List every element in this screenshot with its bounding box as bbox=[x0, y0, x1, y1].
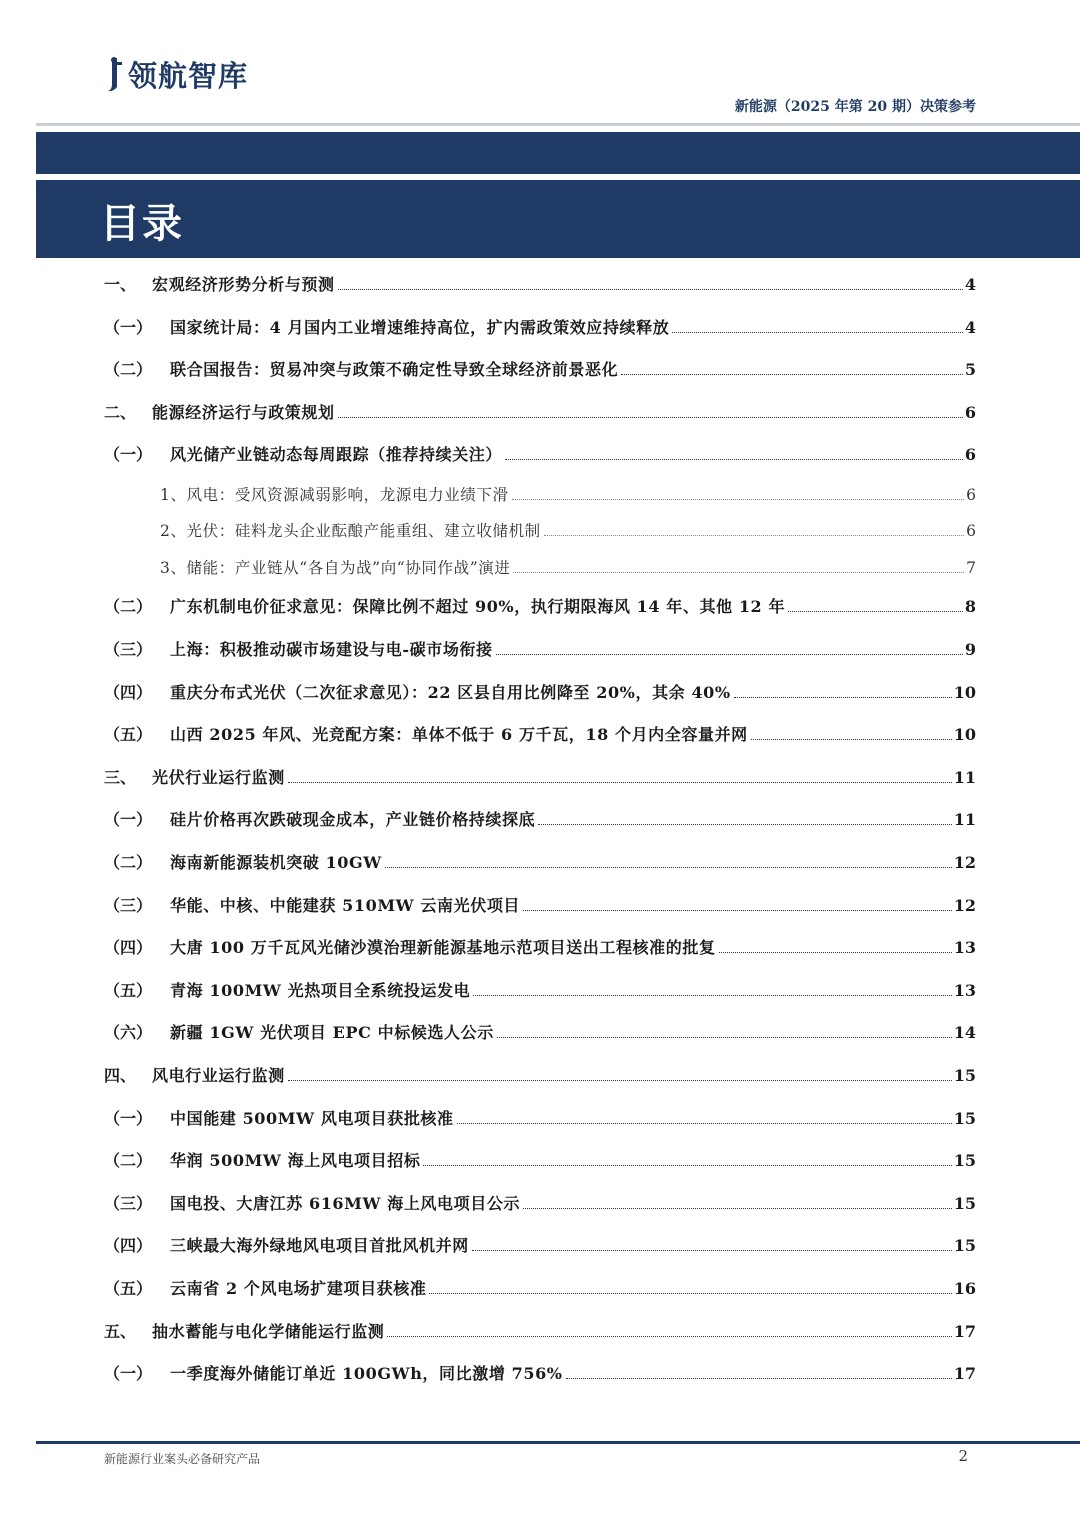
title-band bbox=[36, 180, 1080, 258]
toc-entry-title: 青海 100MW 光热项目全系统投运发电 bbox=[170, 980, 471, 1000]
toc-entry[interactable] bbox=[104, 550, 976, 587]
toc-entry-number: （三） bbox=[104, 640, 153, 660]
toc-entry-number: （一） bbox=[104, 1364, 153, 1384]
toc-entry-page: 17 bbox=[953, 1321, 976, 1341]
toc-entry-page: 10 bbox=[953, 725, 976, 745]
toc-entry-page: 13 bbox=[953, 938, 976, 958]
toc-entry-title: 抽水蓄能与电化学储能运行监测 bbox=[152, 1321, 385, 1341]
toc-entry-title: 硅片价格再次跌破现金成本，产业链价格持续探底 bbox=[170, 810, 536, 830]
toc-entry[interactable] bbox=[104, 629, 976, 672]
toc-leader-dots bbox=[719, 951, 952, 953]
toc-entry[interactable] bbox=[104, 1311, 976, 1354]
footer-rule bbox=[36, 1441, 1080, 1444]
toc-entry-page: 10 bbox=[953, 682, 976, 702]
toc-entry-page: 6 bbox=[964, 445, 976, 465]
toc-leader-dots bbox=[523, 909, 952, 911]
toc-entry-title: 重庆分布式光伏（二次征求意见）：22 区县自用比例降至 20%，其余 40% bbox=[170, 682, 731, 702]
toc-entry-title: 风电行业运行监测 bbox=[152, 1066, 285, 1085]
toc-entry-page: 8 bbox=[964, 597, 976, 617]
toc-entry-page: 5 bbox=[964, 360, 976, 380]
toc-entry-page: 12 bbox=[953, 895, 976, 915]
toc-entry-page: 7 bbox=[966, 558, 976, 577]
toc-entry-page: 6 bbox=[964, 402, 976, 422]
page-title: 目录 bbox=[100, 201, 184, 247]
toc-leader-dots bbox=[523, 1207, 952, 1209]
toc-entry-page: 15 bbox=[953, 1236, 976, 1256]
toc-entry-title: 国电投、大唐江苏 616MW 海上风电项目公示 bbox=[170, 1193, 521, 1213]
toc-entry-page: 4 bbox=[964, 317, 976, 337]
logo bbox=[104, 54, 248, 94]
header-rule bbox=[36, 123, 1080, 126]
header-band bbox=[36, 132, 1080, 174]
toc-entry-number: （二） bbox=[104, 853, 153, 873]
toc-entry[interactable] bbox=[104, 1098, 976, 1141]
footer-text: 新能源行业案头必备研究产品 bbox=[104, 1452, 261, 1466]
toc-entry-page: 14 bbox=[953, 1023, 976, 1043]
toc-leader-dots bbox=[473, 994, 952, 996]
toc-entry[interactable] bbox=[104, 842, 976, 885]
toc-leader-dots bbox=[672, 331, 963, 333]
toc-entry-number: （二） bbox=[104, 597, 153, 617]
toc-entry-title: 一季度海外储能订单近 100GWh，同比激增 756% bbox=[170, 1364, 563, 1384]
toc-leader-dots bbox=[472, 1249, 952, 1251]
logo-text: 领航智库 bbox=[128, 58, 249, 93]
toc-entry-page: 4 bbox=[964, 275, 976, 294]
toc-leader-dots bbox=[496, 653, 963, 655]
toc-entry-title: 2、光伏：硅料龙头企业酝酿产能重组、建立收储机制 bbox=[160, 522, 541, 541]
toc-entry[interactable] bbox=[104, 714, 976, 757]
toc-entry-number: （三） bbox=[104, 1193, 153, 1213]
toc-leader-dots bbox=[288, 1079, 952, 1081]
toc-entry-title: 国家统计局：4 月国内工业增速维持高位，扩内需政策效应持续释放 bbox=[170, 317, 670, 337]
toc-leader-dots bbox=[338, 416, 963, 418]
toc-entry-number: （三） bbox=[104, 895, 153, 915]
toc-entry-number: 三、 bbox=[104, 767, 137, 787]
toc-entry-title: 山西 2025 年风、光竞配方案：单体不低于 6 万千瓦，18 个月内全容量并网 bbox=[170, 725, 748, 745]
toc-entry[interactable] bbox=[104, 1225, 976, 1268]
toc-entry-number: （二） bbox=[104, 360, 153, 380]
toc-entry-page: 17 bbox=[953, 1364, 976, 1384]
toc-entry-page: 6 bbox=[966, 485, 976, 504]
toc-leader-dots bbox=[288, 781, 952, 783]
toc-entry-title: 宏观经济形势分析与预测 bbox=[152, 275, 335, 294]
toc-entry-title: 能源经济运行与政策规划 bbox=[152, 402, 335, 422]
toc-leader-dots bbox=[544, 534, 964, 536]
toc-entry-title: 华能、中核、中能建获 510MW 云南光伏项目 bbox=[170, 895, 521, 915]
toc-entry[interactable] bbox=[104, 1353, 976, 1396]
toc-entry[interactable] bbox=[104, 307, 976, 350]
toc-entry-page: 9 bbox=[964, 640, 976, 660]
toc-entry-number: （四） bbox=[104, 1236, 153, 1256]
toc-leader-dots bbox=[429, 1292, 951, 1294]
toc-entry-number: （四） bbox=[104, 938, 153, 958]
toc-entry-page: 12 bbox=[953, 853, 976, 873]
toc-leader-dots bbox=[338, 288, 963, 290]
toc-leader-dots bbox=[621, 373, 963, 375]
toc-entry-title: 3、储能：产业链从“各自为战”向“协同作战”演进 bbox=[160, 558, 511, 577]
toc-entry-title: 大唐 100 万千瓦风光储沙漠治理新能源基地示范项目送出工程核准的批复 bbox=[170, 938, 716, 958]
toc-leader-dots bbox=[734, 696, 952, 698]
toc-entry-page: 13 bbox=[953, 980, 976, 1000]
toc-leader-dots bbox=[385, 866, 952, 868]
toc-entry-page: 15 bbox=[953, 1193, 976, 1213]
toc-entry[interactable] bbox=[104, 392, 976, 435]
toc-entry-number: 一、 bbox=[104, 275, 137, 294]
toc-entry-title: 新疆 1GW 光伏项目 EPC 中标候选人公示 bbox=[170, 1023, 494, 1043]
toc-entry-number: （一） bbox=[104, 317, 153, 337]
toc-entry[interactable] bbox=[104, 885, 976, 928]
toc-entry-title: 联合国报告：贸易冲突与政策不确定性导致全球经济前景恶化 bbox=[170, 360, 619, 380]
table-of-contents bbox=[104, 264, 976, 1396]
toc-entry-page: 15 bbox=[953, 1151, 976, 1171]
toc-entry[interactable] bbox=[104, 586, 976, 629]
logo-key-icon bbox=[104, 54, 126, 94]
toc-entry-number: 五、 bbox=[104, 1321, 137, 1341]
toc-entry-title: 风光储产业链动态每周跟踪（推荐持续关注） bbox=[170, 445, 503, 465]
toc-entry-number: （六） bbox=[104, 1023, 153, 1043]
toc-leader-dots bbox=[505, 458, 963, 460]
toc-entry[interactable] bbox=[104, 349, 976, 392]
toc-entry-number: 二、 bbox=[104, 402, 137, 422]
toc-entry[interactable] bbox=[104, 799, 976, 842]
toc-leader-dots bbox=[423, 1164, 951, 1166]
issue-label: 新能源（2025 年第 20 期）决策参考 bbox=[734, 99, 976, 115]
toc-entry[interactable] bbox=[104, 1183, 976, 1226]
toc-leader-dots bbox=[788, 610, 963, 612]
toc-entry[interactable] bbox=[104, 927, 976, 970]
toc-entry-title: 上海：积极推动碳市场建设与电-碳市场衔接 bbox=[170, 640, 493, 660]
toc-entry[interactable] bbox=[104, 1268, 976, 1311]
toc-entry[interactable] bbox=[104, 1140, 976, 1183]
toc-leader-dots bbox=[513, 571, 964, 573]
toc-entry-title: 广东机制电价征求意见：保障比例不超过 90%，执行期限海风 14 年、其他 12 年 bbox=[170, 597, 786, 617]
toc-leader-dots bbox=[566, 1377, 952, 1379]
toc-entry-title: 1、风电：受风资源减弱影响，龙源电力业绩下滑 bbox=[160, 485, 509, 504]
toc-entry-page: 16 bbox=[953, 1278, 976, 1298]
toc-leader-dots bbox=[512, 498, 964, 500]
toc-entry-number: （五） bbox=[104, 980, 153, 1000]
page-number: 2 bbox=[958, 1447, 968, 1465]
toc-entry-number: （一） bbox=[104, 1108, 153, 1128]
toc-entry-number: （四） bbox=[104, 682, 153, 702]
toc-entry-page: 6 bbox=[966, 522, 976, 541]
toc-entry-page: 11 bbox=[953, 810, 976, 830]
toc-entry-title: 三峡最大海外绿地风电项目首批风机并网 bbox=[170, 1236, 469, 1256]
toc-entry[interactable] bbox=[104, 1055, 976, 1098]
toc-entry-number: （一） bbox=[104, 810, 153, 830]
toc-entry[interactable] bbox=[104, 970, 976, 1013]
toc-entry-page: 11 bbox=[953, 767, 976, 787]
toc-entry[interactable] bbox=[104, 757, 976, 800]
toc-entry[interactable] bbox=[104, 434, 976, 477]
toc-entry-title: 中国能建 500MW 风电项目获批核准 bbox=[170, 1108, 454, 1128]
toc-entry-title: 海南新能源装机突破 10GW bbox=[170, 853, 382, 873]
toc-entry-number: （一） bbox=[104, 445, 153, 465]
toc-entry-page: 15 bbox=[953, 1108, 976, 1128]
toc-entry-number: （二） bbox=[104, 1151, 153, 1171]
toc-entry-title: 华润 500MW 海上风电项目招标 bbox=[170, 1151, 421, 1171]
toc-entry[interactable] bbox=[104, 1012, 976, 1055]
toc-entry-title: 光伏行业运行监测 bbox=[152, 767, 285, 787]
toc-leader-dots bbox=[497, 1036, 952, 1038]
toc-entry-page: 15 bbox=[953, 1066, 976, 1085]
toc-leader-dots bbox=[538, 823, 952, 825]
toc-leader-dots bbox=[457, 1122, 952, 1124]
toc-entry-number: （五） bbox=[104, 725, 153, 745]
toc-leader-dots bbox=[751, 738, 952, 740]
toc-entry-number: （五） bbox=[104, 1278, 153, 1298]
toc-entry[interactable] bbox=[104, 672, 976, 715]
toc-entry[interactable] bbox=[104, 477, 976, 514]
toc-entry[interactable] bbox=[104, 264, 976, 307]
toc-entry[interactable] bbox=[104, 513, 976, 550]
toc-entry-title: 云南省 2 个风电场扩建项目获核准 bbox=[170, 1278, 427, 1298]
toc-entry-number: 四、 bbox=[104, 1066, 137, 1085]
toc-leader-dots bbox=[387, 1335, 951, 1337]
